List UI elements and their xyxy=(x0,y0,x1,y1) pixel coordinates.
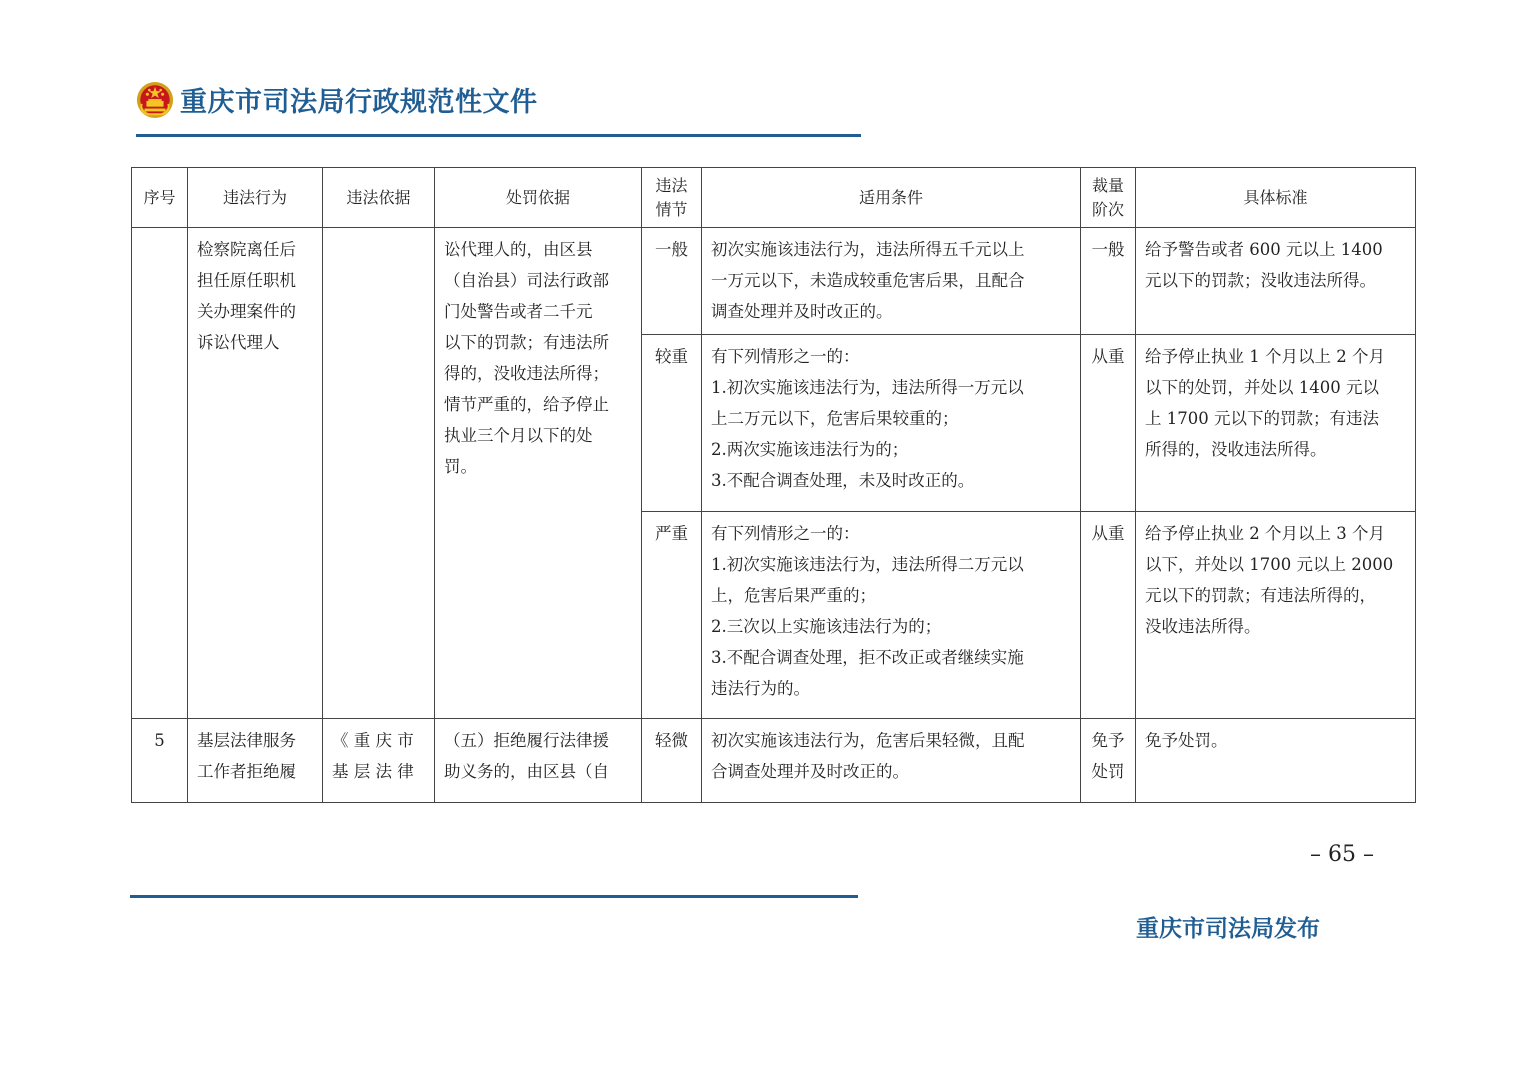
header-penalty-basis: 处罚依据 xyxy=(435,168,642,228)
condition-line: 一万元以下，未造成较重危害后果，且配合 xyxy=(711,271,1025,290)
standard-line: 给予停止执业 1 个月以上 2 个月 xyxy=(1145,347,1385,366)
condition-line: 合调查处理并及时改正的。 xyxy=(711,762,909,781)
penalty-discretion-table xyxy=(131,167,1416,803)
header-level xyxy=(1081,168,1136,228)
basis-line: 基 层 法 律 xyxy=(332,762,414,781)
header-behavior: 违法行为 xyxy=(188,168,323,228)
penalty-line: 得的，没收违法所得； xyxy=(444,364,609,383)
header-standard: 具体标准 xyxy=(1136,168,1416,228)
header-level-text: 裁量 阶次 xyxy=(1091,175,1124,219)
behavior-line: 基层法律服务 xyxy=(197,731,296,750)
condition-line: 上，危害后果严重的； xyxy=(711,586,876,605)
basis-cell xyxy=(323,719,435,803)
circumstance-cell: 轻微 xyxy=(642,719,702,803)
standard-cell xyxy=(1136,228,1416,335)
seq-cell xyxy=(132,228,188,719)
behavior-line: 工作者拒绝履 xyxy=(197,762,296,781)
condition-line: 初次实施该违法行为，危害后果轻微，且配 xyxy=(711,731,1025,750)
condition-line: 3.不配合调查处理，未及时改正的。 xyxy=(711,471,975,490)
header-title: 重庆市司法局行政规范性文件 xyxy=(180,87,538,118)
standard-line: 没收违法所得。 xyxy=(1145,617,1261,636)
behavior-cell xyxy=(188,228,323,719)
seq-cell: 5 xyxy=(132,719,188,803)
penalty-line: 情节严重的，给予停止 xyxy=(444,395,609,414)
standard-cell xyxy=(1136,512,1416,719)
standard-line: 以下的处罚，并处以 1400 元以 xyxy=(1145,378,1379,397)
level-cell xyxy=(1081,719,1136,803)
national-emblem-icon xyxy=(136,81,174,119)
header-seq: 序号 xyxy=(132,168,188,228)
condition-line: 1.初次实施该违法行为，违法所得一万元以 xyxy=(711,378,1024,397)
table-row xyxy=(132,228,1416,335)
condition-cell xyxy=(702,335,1081,512)
standard-line: 给予停止执业 2 个月以上 3 个月 xyxy=(1145,524,1385,543)
penalty-line: （五）拒绝履行法律援 xyxy=(444,731,609,750)
condition-line: 有下列情形之一的： xyxy=(711,347,860,366)
standard-line: 给予警告或者 600 元以上 1400 xyxy=(1145,240,1383,259)
header-divider xyxy=(136,134,861,137)
basis-cell xyxy=(323,228,435,719)
penalty-basis-cell xyxy=(435,719,642,803)
header-circumstance xyxy=(642,168,702,228)
header-circumstance-text: 违法 情节 xyxy=(655,175,688,219)
level-line: 免予 xyxy=(1091,731,1125,750)
condition-line: 1.初次实施该违法行为，违法所得二万元以 xyxy=(711,555,1024,574)
penalty-line: 执业三个月以下的处 xyxy=(444,426,593,445)
table-row xyxy=(132,719,1416,803)
standard-line: 以下，并处以 1700 元以上 2000 xyxy=(1145,555,1394,574)
standard-cell: 免予处罚。 xyxy=(1136,719,1416,803)
condition-line: 3.不配合调查处理，拒不改正或者继续实施 xyxy=(711,648,1024,667)
behavior-line: 诉讼代理人 xyxy=(197,333,280,352)
standard-line: 元以下的罚款；有违法所得的， xyxy=(1145,586,1376,605)
standard-line: 元以下的罚款；没收违法所得。 xyxy=(1145,271,1376,290)
condition-line: 违法行为的。 xyxy=(711,679,810,698)
penalty-line: 助义务的，由区县（自 xyxy=(444,762,609,781)
circumstance-cell: 严重 xyxy=(642,512,702,719)
penalty-line: 以下的罚款；有违法所 xyxy=(444,333,609,352)
condition-line: 2.两次实施该违法行为的； xyxy=(711,440,909,459)
publisher-label: 重庆市司法局发布 xyxy=(1136,916,1320,942)
penalty-line: 罚。 xyxy=(444,457,477,476)
condition-cell xyxy=(702,512,1081,719)
document-header xyxy=(136,80,538,119)
footer-divider xyxy=(130,895,858,898)
level-line: 处罚 xyxy=(1091,762,1125,781)
condition-line: 调查处理并及时改正的。 xyxy=(711,302,893,321)
behavior-line: 检察院离任后 xyxy=(197,240,296,259)
condition-line: 2.三次以上实施该违法行为的； xyxy=(711,617,942,636)
standard-cell xyxy=(1136,335,1416,512)
condition-line: 上二万元以下，危害后果较重的； xyxy=(711,409,959,428)
penalty-line: 门处警告或者二千元 xyxy=(444,302,593,321)
header-condition: 适用条件 xyxy=(702,168,1081,228)
condition-cell xyxy=(702,228,1081,335)
behavior-line: 担任原任职机 xyxy=(197,271,296,290)
header-basis: 违法依据 xyxy=(323,168,435,228)
level-cell: 从重 xyxy=(1081,512,1136,719)
behavior-line: 关办理案件的 xyxy=(197,302,296,321)
penalty-line: 讼代理人的，由区县 xyxy=(444,240,593,259)
page-number: – 65 – xyxy=(1310,842,1374,867)
circumstance-cell: 较重 xyxy=(642,335,702,512)
circumstance-cell: 一般 xyxy=(642,228,702,335)
condition-line: 初次实施该违法行为，违法所得五千元以上 xyxy=(711,240,1025,259)
condition-cell xyxy=(702,719,1081,803)
level-cell: 一般 xyxy=(1081,228,1136,335)
penalty-line: （自治县）司法行政部 xyxy=(444,271,609,290)
penalty-basis-cell xyxy=(435,228,642,719)
standard-line: 所得的，没收违法所得。 xyxy=(1145,440,1327,459)
behavior-cell xyxy=(188,719,323,803)
standard-line: 上 1700 元以下的罚款；有违法 xyxy=(1145,409,1379,428)
basis-line: 《 重 庆 市 xyxy=(332,731,414,750)
level-cell: 从重 xyxy=(1081,335,1136,512)
table-header-row xyxy=(132,168,1416,228)
condition-line: 有下列情形之一的： xyxy=(711,524,860,543)
